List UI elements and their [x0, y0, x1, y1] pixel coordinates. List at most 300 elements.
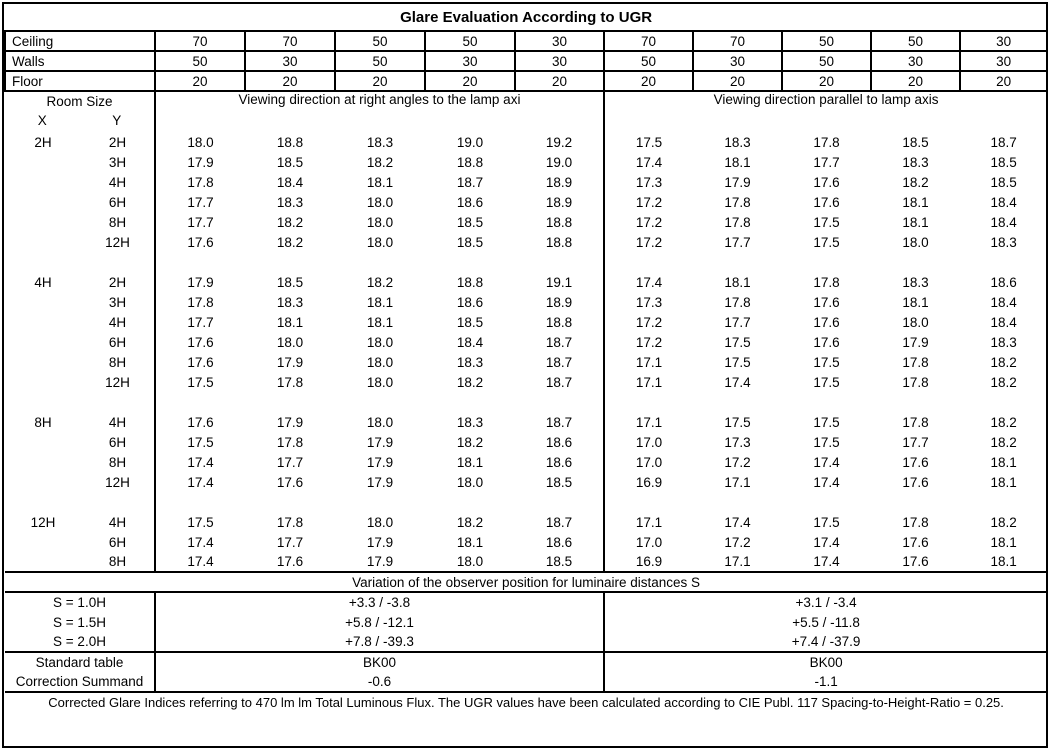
- ugr-value: 19.0: [545, 154, 573, 170]
- ugr-value: 18.1: [990, 534, 1017, 550]
- ugr-value: 17.5: [187, 434, 214, 450]
- section-header-parallel: Viewing direction parallel to lamp axis: [713, 92, 939, 107]
- room-y-label: 6H: [81, 332, 155, 352]
- ugr-value: 18.2: [990, 354, 1017, 370]
- room-y-label: 8H: [81, 452, 155, 472]
- ugr-value: 18.3: [724, 134, 751, 150]
- ugr-value: 17.9: [276, 414, 304, 430]
- ugr-value: 17.5: [813, 414, 840, 430]
- ugr-value: 18.5: [276, 154, 304, 170]
- ugr-value: 17.5: [187, 514, 214, 530]
- reflectance-value: 20: [335, 71, 425, 91]
- ugr-value: 17.8: [724, 194, 751, 210]
- ugr-value: 19.0: [456, 134, 484, 150]
- ugr-value: 17.2: [604, 192, 693, 212]
- ugr-value: 17.6: [187, 414, 214, 430]
- ugr-value: 17.5: [604, 132, 693, 152]
- ugr-report-page: [2, 2, 1048, 748]
- blank-cell: [425, 392, 515, 412]
- room-size-y-label: Y: [112, 113, 122, 128]
- ugr-value: 17.6: [902, 454, 929, 470]
- ugr-value: 17.6: [276, 474, 304, 490]
- blank-cell: [782, 492, 871, 512]
- variation-value-parallel: +3.1 / -3.4: [795, 595, 857, 610]
- reflectance-value: 70: [155, 31, 245, 51]
- summary-value-parallel: BK00: [604, 652, 1047, 672]
- ugr-value: 17.9: [187, 274, 214, 290]
- ugr-value: 17.5: [724, 414, 751, 430]
- room-x-label: [5, 472, 81, 492]
- surface-row-label: Ceiling: [5, 31, 155, 51]
- ugr-value: 18.4: [276, 174, 304, 190]
- ugr-value: 17.6: [813, 194, 840, 210]
- ugr-value: 17.4: [813, 554, 840, 569]
- variation-value-right-angles: +3.3 / -3.8: [155, 592, 604, 612]
- reflectance-value: 30: [515, 31, 604, 51]
- ugr-value: 18.1: [366, 174, 394, 190]
- ugr-value: 18.3: [902, 274, 929, 290]
- reflectance-value: 20: [871, 71, 960, 91]
- variation-value-parallel: +5.5 / -11.8: [792, 614, 860, 630]
- room-x-label: 4H: [34, 274, 52, 290]
- ugr-value: 17.2: [604, 332, 693, 352]
- ugr-value: 17.9: [366, 434, 394, 450]
- blank-cell: [693, 392, 782, 412]
- ugr-value: 17.2: [604, 212, 693, 232]
- ugr-value: 17.6: [276, 554, 304, 569]
- ugr-value: 17.8: [187, 174, 214, 190]
- blank-cell: [960, 492, 1047, 512]
- reflectance-value: 70: [693, 31, 782, 51]
- ugr-value: 18.4: [456, 334, 484, 350]
- blank-cell: [871, 492, 960, 512]
- ugr-value: 18.0: [456, 474, 484, 490]
- ugr-value: 17.1: [604, 412, 693, 432]
- ugr-value: 18.3: [902, 154, 929, 170]
- ugr-value: 18.6: [990, 274, 1017, 290]
- reflectance-value: 30: [425, 51, 515, 71]
- ugr-value: 17.5: [813, 514, 840, 530]
- ugr-value: 17.5: [813, 374, 840, 390]
- ugr-value: 18.8: [545, 314, 573, 330]
- room-size-header: [5, 91, 155, 132]
- ugr-value: 18.7: [545, 354, 573, 370]
- ugr-value: 18.5: [456, 214, 484, 230]
- room-y-label: 4H: [81, 312, 155, 332]
- reflectance-value: 70: [245, 31, 335, 51]
- ugr-value: 17.1: [604, 352, 693, 372]
- blank-cell: [245, 392, 335, 412]
- ugr-value: 18.8: [545, 234, 573, 250]
- reflectance-value: 50: [782, 31, 871, 51]
- ugr-value: 18.2: [456, 514, 484, 530]
- ugr-value: 17.4: [187, 554, 214, 569]
- room-y-label: 2H: [81, 272, 155, 292]
- blank-cell: [515, 392, 604, 412]
- ugr-value: 17.4: [813, 474, 840, 490]
- room-y-label: 8H: [81, 212, 155, 232]
- ugr-value: 17.5: [813, 354, 840, 370]
- blank-cell: [960, 392, 1047, 412]
- reflectance-value: 20: [515, 71, 604, 91]
- blank-cell: [5, 492, 81, 512]
- ugr-value: 18.1: [724, 274, 751, 290]
- reflectance-value: 50: [155, 51, 245, 71]
- blank-cell: [335, 492, 425, 512]
- ugr-value: 17.7: [187, 214, 214, 230]
- reflectance-value: 50: [335, 51, 425, 71]
- summary-row-label: Correction Summand: [5, 672, 155, 692]
- ugr-value: 18.0: [366, 234, 394, 250]
- ugr-value: 18.1: [366, 314, 394, 330]
- ugr-value: 17.8: [902, 514, 929, 530]
- ugr-value: 18.2: [366, 154, 394, 170]
- surface-row-label: Walls: [5, 51, 155, 71]
- ugr-value: 18.9: [545, 194, 573, 210]
- ugr-value: 17.7: [902, 434, 929, 450]
- ugr-value: 17.6: [813, 314, 840, 330]
- ugr-value: 18.0: [366, 514, 394, 530]
- ugr-value: 17.8: [902, 414, 929, 430]
- blank-cell: [515, 252, 604, 272]
- ugr-value: 17.0: [604, 532, 693, 552]
- room-y-label: 6H: [81, 192, 155, 212]
- room-x-label: [5, 292, 81, 312]
- blank-cell: [871, 392, 960, 412]
- room-x-label: 2H: [34, 134, 52, 150]
- ugr-value: 17.9: [902, 334, 929, 350]
- ugr-value: 17.0: [604, 452, 693, 472]
- ugr-value: 18.4: [990, 214, 1017, 230]
- ugr-value: 17.6: [187, 234, 214, 250]
- room-x-label: 12H: [30, 514, 56, 530]
- blank-cell: [425, 252, 515, 272]
- summary-value-right-angles: -0.6: [155, 672, 604, 692]
- ugr-value: 18.1: [456, 454, 484, 470]
- ugr-value: 18.8: [456, 154, 484, 170]
- blank-cell: [81, 492, 155, 512]
- ugr-value: 17.3: [724, 434, 751, 450]
- reflectance-value: 20: [604, 71, 693, 91]
- ugr-value: 17.9: [724, 174, 751, 190]
- variation-value-right-angles: +5.8 / -12.1: [155, 612, 604, 632]
- blank-cell: [81, 252, 155, 272]
- ugr-value: 17.7: [187, 314, 214, 330]
- room-x-label: [5, 452, 81, 472]
- ugr-value: 18.1: [990, 474, 1017, 490]
- ugr-value: 18.1: [902, 214, 929, 230]
- reflectance-value: 20: [693, 71, 782, 91]
- blank-cell: [871, 252, 960, 272]
- s-distance-label: S = 1.0H: [5, 592, 155, 612]
- ugr-value: 18.3: [990, 234, 1017, 250]
- reflectance-value: 50: [335, 31, 425, 51]
- ugr-value: 18.5: [902, 134, 929, 150]
- ugr-value: 18.9: [545, 294, 573, 310]
- reflectance-value: 70: [604, 31, 693, 51]
- ugr-value: 17.7: [813, 154, 840, 170]
- reflectance-value: 50: [604, 51, 693, 71]
- reflectance-value: 30: [871, 51, 960, 71]
- ugr-value: 18.5: [456, 234, 484, 250]
- ugr-value: 17.1: [724, 474, 751, 490]
- ugr-value: 17.8: [813, 134, 840, 150]
- blank-cell: [604, 492, 693, 512]
- ugr-value: 18.2: [902, 174, 929, 190]
- ugr-value: 18.3: [456, 354, 484, 370]
- ugr-value: 17.4: [187, 534, 214, 550]
- ugr-value: 17.0: [604, 432, 693, 452]
- ugr-value: 18.0: [366, 354, 394, 370]
- ugr-value: 17.8: [813, 274, 840, 290]
- ugr-value: 17.2: [724, 534, 751, 550]
- blank-cell: [782, 392, 871, 412]
- ugr-value: 18.3: [276, 194, 304, 210]
- room-y-label: 3H: [81, 292, 155, 312]
- ugr-value: 16.9: [604, 472, 693, 492]
- ugr-value: 17.6: [813, 294, 840, 310]
- ugr-value: 18.3: [366, 134, 394, 150]
- reflectance-value: 20: [782, 71, 871, 91]
- ugr-value: 17.8: [724, 214, 751, 230]
- reflectance-value: 50: [782, 51, 871, 71]
- ugr-value: 18.7: [545, 514, 573, 530]
- ugr-value: 17.1: [604, 512, 693, 532]
- room-x-label: [5, 172, 81, 192]
- room-x-label: [5, 432, 81, 452]
- ugr-value: 18.0: [366, 374, 394, 390]
- ugr-value: 18.2: [990, 414, 1017, 430]
- ugr-value: 18.7: [545, 334, 573, 350]
- room-x-label: [5, 152, 81, 172]
- blank-cell: [693, 492, 782, 512]
- ugr-value: 18.4: [990, 314, 1017, 330]
- ugr-value: 17.5: [187, 374, 214, 390]
- ugr-value: 17.7: [724, 234, 751, 250]
- room-x-label: 8H: [34, 414, 52, 430]
- ugr-value: 17.5: [724, 354, 751, 370]
- ugr-value: 17.4: [724, 514, 751, 530]
- ugr-value: 17.3: [604, 292, 693, 312]
- ugr-value: 18.1: [902, 294, 929, 310]
- ugr-value: 17.4: [813, 534, 840, 550]
- ugr-value: 18.5: [545, 554, 573, 569]
- summary-value-parallel: -1.1: [814, 674, 838, 689]
- blank-cell: [604, 252, 693, 272]
- ugr-value: 17.6: [902, 474, 929, 490]
- ugr-value: 17.4: [187, 474, 214, 490]
- reflectance-value: 20: [155, 71, 245, 91]
- ugr-value: 17.4: [604, 152, 693, 172]
- ugr-value: 17.3: [604, 172, 693, 192]
- blank-cell: [245, 252, 335, 272]
- variation-value-right-angles: +7.8 / -39.3: [155, 632, 604, 652]
- ugr-value: 17.1: [724, 554, 751, 569]
- blank-cell: [335, 392, 425, 412]
- blank-cell: [81, 392, 155, 412]
- ugr-value: 18.3: [990, 334, 1017, 350]
- variation-value-parallel: +7.4 / -37.9: [791, 634, 861, 649]
- room-y-label: 4H: [81, 412, 155, 432]
- ugr-value: 17.7: [187, 194, 214, 210]
- ugr-value: 18.3: [456, 414, 484, 430]
- room-size-label: Room Size: [46, 94, 113, 109]
- ugr-value: 17.2: [724, 454, 751, 470]
- blank-cell: [155, 492, 245, 512]
- ugr-value: 18.6: [545, 454, 573, 470]
- ugr-value: 18.6: [545, 434, 573, 450]
- ugr-value: 17.6: [813, 174, 840, 190]
- ugr-value: 18.8: [545, 214, 573, 230]
- room-y-label: 12H: [81, 232, 155, 252]
- ugr-value: 18.5: [545, 474, 573, 490]
- ugr-value: 17.8: [902, 354, 929, 370]
- ugr-value: 17.5: [813, 214, 840, 230]
- ugr-value: 17.7: [276, 534, 304, 550]
- reflectance-value: 30: [245, 51, 335, 71]
- ugr-value: 17.9: [187, 154, 214, 170]
- ugr-value: 18.9: [545, 174, 573, 190]
- ugr-value: 17.4: [187, 454, 214, 470]
- section-header-right-angles: Viewing direction at right angles to the lamp axi: [155, 91, 604, 132]
- ugr-value: 17.4: [813, 454, 840, 470]
- room-y-label: 8H: [81, 352, 155, 372]
- ugr-value: 18.5: [990, 154, 1017, 170]
- blank-cell: [960, 252, 1047, 272]
- ugr-value: 17.8: [187, 294, 214, 310]
- ugr-value: 17.8: [724, 294, 751, 310]
- blank-cell: [5, 392, 81, 412]
- reflectance-value: 30: [693, 51, 782, 71]
- ugr-value: 18.2: [456, 434, 484, 450]
- ugr-value: 18.2: [276, 234, 304, 250]
- ugr-value: 18.0: [187, 134, 214, 150]
- reflectance-value: 50: [871, 31, 960, 51]
- ugr-value: 18.8: [276, 134, 304, 150]
- ugr-value: 17.6: [813, 334, 840, 350]
- reflectance-value: 30: [960, 31, 1047, 51]
- ugr-value: 18.0: [456, 554, 484, 569]
- room-y-label: 12H: [81, 472, 155, 492]
- room-x-label: [5, 192, 81, 212]
- ugr-value: 17.6: [187, 334, 214, 350]
- room-y-label: 4H: [81, 512, 155, 532]
- room-y-label: 8H: [81, 552, 155, 572]
- ugr-value: 18.0: [366, 414, 394, 430]
- ugr-value: 16.9: [604, 552, 693, 572]
- ugr-value: 18.7: [456, 174, 484, 190]
- reflectance-value: 30: [960, 51, 1047, 71]
- blank-cell: [425, 492, 515, 512]
- ugr-value: 18.0: [366, 194, 394, 210]
- ugr-value: 18.4: [990, 294, 1017, 310]
- room-y-label: 6H: [81, 532, 155, 552]
- ugr-value: 18.6: [456, 294, 484, 310]
- ugr-value: 17.5: [813, 234, 840, 250]
- ugr-value: 17.4: [724, 374, 751, 390]
- ugr-value: 18.5: [990, 174, 1017, 190]
- ugr-value: 17.9: [366, 554, 394, 569]
- ugr-value: 17.9: [276, 354, 304, 370]
- blank-cell: [155, 392, 245, 412]
- ugr-value: 18.2: [456, 374, 484, 390]
- ugr-value: 18.1: [990, 554, 1017, 569]
- blank-cell: [782, 252, 871, 272]
- ugr-value: 18.2: [990, 374, 1017, 390]
- ugr-value: 19.1: [545, 274, 573, 290]
- room-x-label: [5, 532, 81, 552]
- ugr-table-body: [5, 4, 1047, 712]
- ugr-value: 18.6: [545, 534, 573, 550]
- blank-cell: [155, 252, 245, 272]
- variation-section-title: Variation of the observer position for luminaire distances S: [5, 572, 1047, 592]
- ugr-value: 18.7: [545, 374, 573, 390]
- ugr-value: 18.1: [366, 294, 394, 310]
- blank-cell: [245, 492, 335, 512]
- room-y-label: 12H: [81, 372, 155, 392]
- ugr-value: 17.1: [604, 372, 693, 392]
- ugr-value: 18.2: [990, 514, 1017, 530]
- room-y-label: 4H: [81, 172, 155, 192]
- ugr-value: 18.1: [724, 154, 751, 170]
- ugr-value: 17.9: [366, 454, 394, 470]
- room-x-label: [5, 212, 81, 232]
- room-size-x-label: X: [37, 113, 47, 128]
- room-x-label: [5, 372, 81, 392]
- room-x-label: [5, 332, 81, 352]
- reflectance-value: 50: [425, 31, 515, 51]
- room-x-label: [5, 552, 81, 572]
- room-size-axes: [5, 112, 154, 132]
- blank-cell: [693, 252, 782, 272]
- ugr-value: 18.7: [990, 134, 1017, 150]
- surface-row-label: Floor: [5, 71, 155, 91]
- ugr-value: 17.5: [813, 434, 840, 450]
- ugr-value: 17.8: [276, 374, 304, 390]
- summary-value-right-angles: BK00: [155, 652, 604, 672]
- page-title: Glare Evaluation According to UGR: [5, 4, 1047, 31]
- ugr-value: 18.1: [902, 194, 929, 210]
- s-distance-label: S = 2.0H: [5, 632, 155, 652]
- ugr-value: 18.3: [276, 294, 304, 310]
- ugr-value: 18.6: [456, 194, 484, 210]
- ugr-value: 18.0: [276, 334, 304, 350]
- ugr-value: 18.5: [276, 274, 304, 290]
- ugr-value: 17.7: [276, 454, 304, 470]
- room-y-label: 3H: [81, 152, 155, 172]
- reflectance-value: 20: [960, 71, 1047, 91]
- ugr-value: 18.1: [276, 314, 304, 330]
- ugr-value: 17.9: [366, 474, 394, 490]
- room-x-label: [5, 352, 81, 372]
- ugr-value: 17.4: [604, 272, 693, 292]
- ugr-value: 18.1: [456, 534, 484, 550]
- summary-row-label: Standard table: [5, 652, 155, 672]
- ugr-value: 18.0: [902, 314, 929, 330]
- room-x-label: [5, 232, 81, 252]
- blank-cell: [604, 392, 693, 412]
- ugr-value: 18.4: [990, 194, 1017, 210]
- blank-cell: [515, 492, 604, 512]
- ugr-value: 18.2: [366, 274, 394, 290]
- ugr-value: 17.7: [724, 314, 751, 330]
- reflectance-value: 20: [425, 71, 515, 91]
- ugr-value: 17.6: [187, 354, 214, 370]
- ugr-value: 18.0: [366, 334, 394, 350]
- ugr-value: 17.2: [604, 312, 693, 332]
- ugr-value: 17.6: [902, 554, 929, 569]
- ugr-value: 18.2: [276, 214, 304, 230]
